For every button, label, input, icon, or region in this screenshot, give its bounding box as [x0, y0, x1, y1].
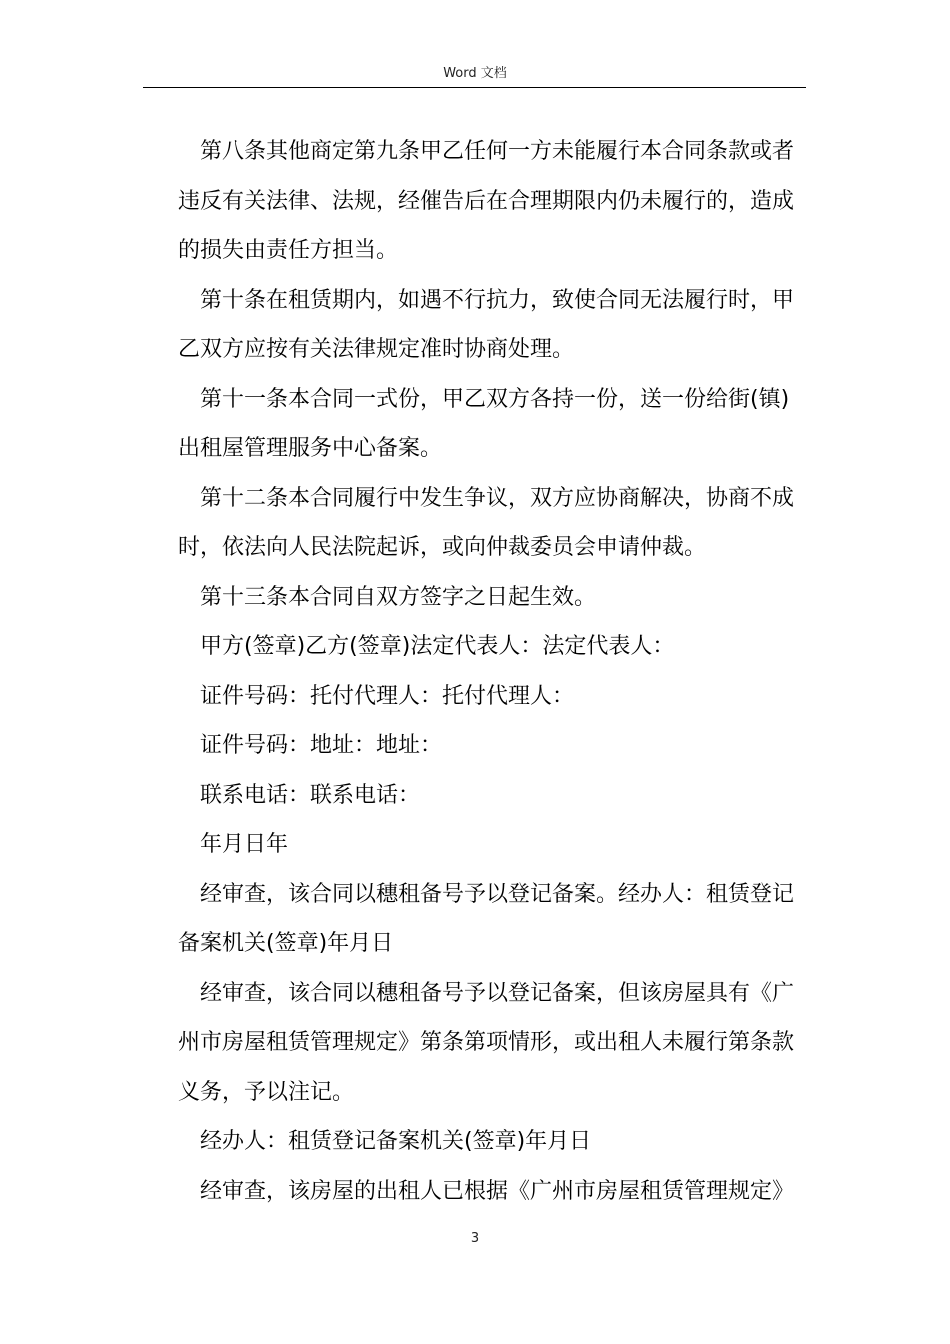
paragraph-article-12: 第十二条本合同履行中发生争议，双方应协商解决，协商不成时，依法向人民法院起诉，或向仲裁委员会申请仲裁。: [178, 485, 795, 560]
page-header-title: Word 文档: [443, 66, 507, 81]
signature-line-id-agent: 证件号码：托付代理人：托付代理人：: [200, 683, 575, 709]
paragraph-article-11: 第十一条本合同一式份，甲乙双方各持一份，送一份给街(镇)出租屋管理服务中心备案。: [178, 386, 790, 461]
paragraph-review-landlord: 经审查，该房屋的出租人已根据《广州市房屋租赁管理规定》: [200, 1178, 795, 1204]
paragraph-article-8-9: 第八条其他商定第九条甲乙任何一方未能履行本合同条款或者违反有关法律、法规，经催告后在合理期限内仍未履行的，造成的损失由责任方担当。: [178, 139, 795, 263]
header-divider: [143, 87, 806, 88]
document-body: [178, 127, 803, 1216]
paragraph-handler-signature: 经办人：租赁登记备案机关(签章)年月日: [200, 1129, 592, 1154]
paragraph-review-annotation: 经审查，该合同以穗租备号予以登记备案，但该房屋具有《广州市房屋租赁管理规定》第条第项情形，或出租人未履行第条款义务，予以注记。: [178, 980, 795, 1105]
signature-line-date: 年月日年: [200, 832, 289, 857]
signature-line-id-address: 证件号码：地址：地址：: [200, 733, 443, 758]
signature-line-parties: 甲方(签章)乙方(签章)法定代表人：法定代表人：: [200, 634, 675, 659]
paragraph-article-10: 第十条在租赁期内，如遇不行抗力，致使合同无法履行时，甲乙双方应按有关法律规定准时协商处理。: [178, 287, 795, 362]
page-number: 3: [470, 1231, 480, 1246]
paragraph-article-13: 第十三条本合同自双方签字之日起生效。: [200, 584, 597, 610]
paragraph-review-registration: 经审查，该合同以穗租备号予以登记备案。经办人：租赁登记备案机关(签章)年月日: [178, 881, 795, 956]
signature-line-phone: 联系电话：联系电话：: [200, 782, 421, 808]
